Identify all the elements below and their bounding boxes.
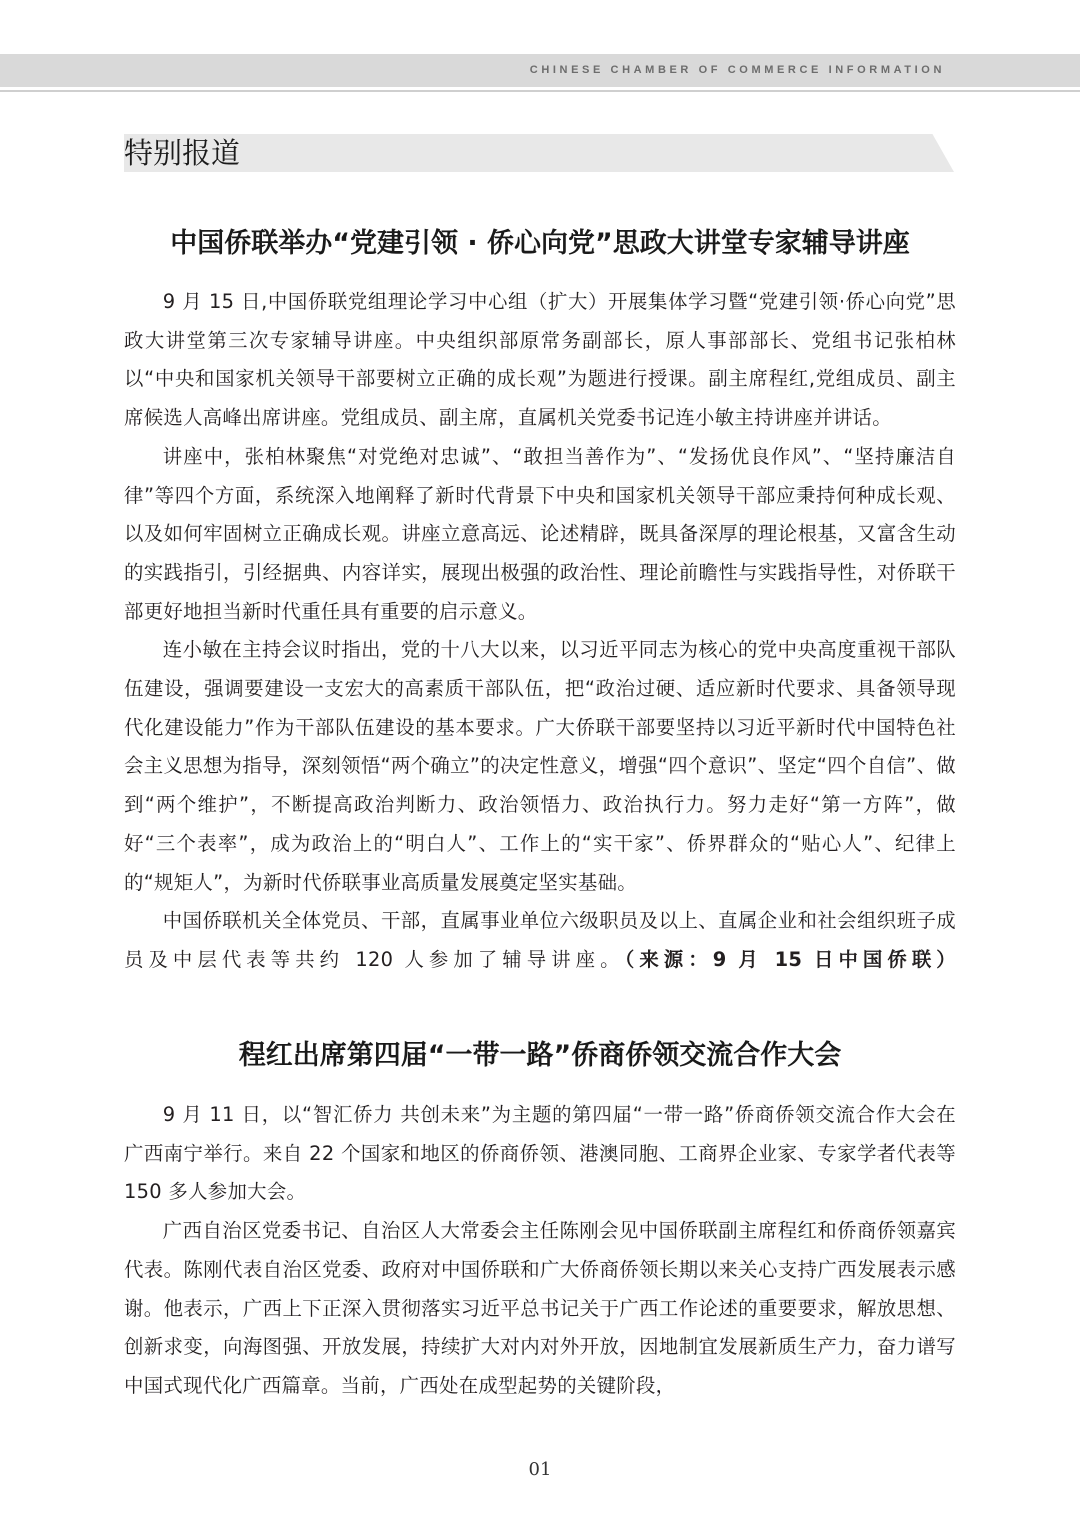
article-body (124, 283, 956, 980)
paragraph: 广西自治区党委书记、自治区人大常委会主任陈刚会见中国侨联副主席程红和侨商侨领嘉宾代表。陈刚代表自治区党委、政府对中国侨联和广大侨商侨领长期以来关心支持广西发展表示感谢。他表示，广西上下正深入贯彻落实习近平总书记关于广西工作论述的重要要求，解放思想、创新求变，向海图强、开放发展，持续扩大对内对外开放，因地制宜发展新质生产力，奋力谱写中国式现代化广西篇章。当前，广西处在成型起势的关键阶段， (124, 1219, 956, 1397)
page-number: 01 (528, 1459, 552, 1480)
article-title: 程红出席第四届“一带一路”侨商侨领交流合作大会 (238, 1040, 842, 1071)
paragraph: 9 月 11 日，以“智汇侨力 共创未来”为主题的第四届“一带一路”侨商侨领交流合作大会在广西南宁举行。来自 22 个国家和地区的侨商侨领、港澳同胞、工商界企业家、专家学者代表等 150 多人参加大会。 (124, 1103, 956, 1204)
article-body (124, 1096, 956, 1406)
article-title: 中国侨联举办“党建引领 · 侨心向党”思政大讲堂专家辅导讲座 (170, 228, 910, 259)
publication-name: CHINESE CHAMBER OF COMMERCE INFORMATION (529, 64, 945, 76)
closing-text: 中国侨联机关全体党员、干部，直属事业单位六级职员及以上、直属企业和社会组织班子成员及中层代表等共约 120 人参加了辅导讲座。 (124, 909, 956, 971)
closing-paragraph (124, 902, 956, 979)
section-title: 特别报道 (124, 136, 241, 170)
paragraph: 讲座中，张柏林聚焦“对党绝对忠诚”、“敢担当善作为”、“发扬优良作风”、“坚持廉洁自律”等四个方面，系统深入地阐释了新时代背景下中央和国家机关领导干部应秉持何种成长观、以及如何牢固树立正确成长观。讲座立意高远、论述精辟，既具备深厚的理论根基，又富含生动的实践指引，引经据典、内容详实，展现出极强的政治性、理论前瞻性与实践指导性，对侨联干部更好地担当新时代重任具有重要的启示意义。 (124, 444, 956, 623)
paragraph: 连小敏在主持会议时指出，党的十八大以来，以习近平同志为核心的党中央高度重视干部队伍建设，强调要建设一支宏大的高素质干部队伍，把“政治过硬、适应新时代要求、具备领导现代化建设能力”作为干部队伍建设的基本要求。广大侨联干部要坚持以习近平新时代中国特色社会主义思想为指导，深刻领悟“两个确立”的决定性意义，增强“四个意识”、坚定“四个自信”、做到“两个维护”，不断提高政治判断力、政治领悟力、政治执行力。努力走好“第一方阵”，做好“三个表率”，成为政治上的“明白人”、工作上的“实干家”、侨界群众的“贴心人”、纪律上的“规矩人”，为新时代侨联事业高质量发展奠定坚实基础。 (124, 638, 956, 894)
section-banner (124, 134, 954, 172)
source-citation: （来源：9 月 15 日中国侨联） (624, 947, 956, 971)
paragraph: 9 月 15 日,中国侨联党组理论学习中心组（扩大）开展集体学习暨“党建引领·侨心向党”思政大讲堂第三次专家辅导讲座。中央组织部原常务副部长，原人事部部长、党组书记张柏林以“中央和国家机关领导干部要树立正确的成长观”为题进行授课。副主席程红,党组成员、副主席候选人高峰出席讲座。党组成员、副主席，直属机关党委书记连小敏主持讲座并讲话。 (124, 290, 956, 430)
header-rule (0, 90, 1080, 92)
